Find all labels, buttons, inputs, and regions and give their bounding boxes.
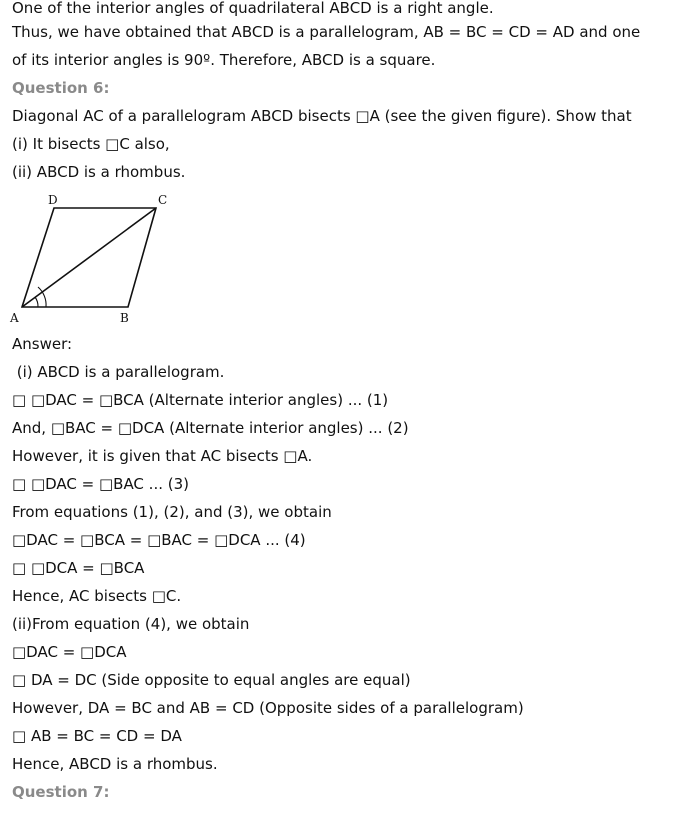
question-6-line-3: (ii) ABCD is a rhombus. bbox=[12, 163, 186, 181]
answer-line-14: □ AB = BC = CD = DA bbox=[12, 727, 182, 745]
vertex-label-b: B bbox=[120, 311, 129, 325]
question-6-heading: Question 6: bbox=[12, 79, 110, 97]
parallelogram-figure bbox=[12, 192, 680, 330]
vertex-label-a: A bbox=[10, 311, 19, 325]
answer-line-5: □ □DAC = □BAC ... (3) bbox=[12, 475, 189, 493]
answer-label: Answer: bbox=[12, 335, 73, 353]
answer-line-1: (i) ABCD is a parallelogram. bbox=[12, 363, 225, 381]
vertex-label-d: D bbox=[48, 193, 58, 207]
parallelogram-diagram bbox=[6, 192, 186, 330]
answer-line-11: □DAC = □DCA bbox=[12, 643, 127, 661]
question-7-heading: Question 7: bbox=[12, 783, 110, 801]
vertex-label-c: C bbox=[158, 193, 168, 207]
intro-line-2: Thus, we have obtained that ABCD is a parallelogram, AB = BC = CD = AD and one bbox=[12, 23, 641, 41]
answer-line-7: □DAC = □BCA = □BAC = □DCA ... (4) bbox=[12, 531, 306, 549]
answer-line-4: However, it is given that AC bisects □A. bbox=[12, 447, 313, 465]
answer-line-3: And, □BAC = □DCA (Alternate interior angles) ... (2) bbox=[12, 419, 409, 437]
intro-line-1: One of the interior angles of quadrilateral ABCD is a right angle. bbox=[12, 0, 494, 17]
question-6-line-2: (i) It bisects □C also, bbox=[12, 135, 170, 153]
answer-line-2: □ □DAC = □BCA (Alternate interior angles) ... (1) bbox=[12, 391, 389, 409]
intro-line-3: of its interior angles is 90º. Therefore, ABCD is a square. bbox=[12, 51, 436, 69]
answer-line-8: □ □DCA = □BCA bbox=[12, 559, 145, 577]
answer-line-15: Hence, ABCD is a rhombus. bbox=[12, 755, 218, 773]
question-6-line-1: Diagonal AC of a parallelogram ABCD bisects □A (see the given figure). Show that bbox=[12, 107, 632, 125]
answer-line-10: (ii)From equation (4), we obtain bbox=[12, 615, 250, 633]
answer-line-13: However, DA = BC and AB = CD (Opposite sides of a parallelogram) bbox=[12, 699, 524, 717]
document-page bbox=[12, 0, 680, 806]
answer-line-6: From equations (1), (2), and (3), we obtain bbox=[12, 503, 332, 521]
answer-line-9: Hence, AC bisects □C. bbox=[12, 587, 182, 605]
answer-line-12: □ DA = DC (Side opposite to equal angles are equal) bbox=[12, 671, 411, 689]
angle-arc-inner bbox=[35, 297, 38, 307]
